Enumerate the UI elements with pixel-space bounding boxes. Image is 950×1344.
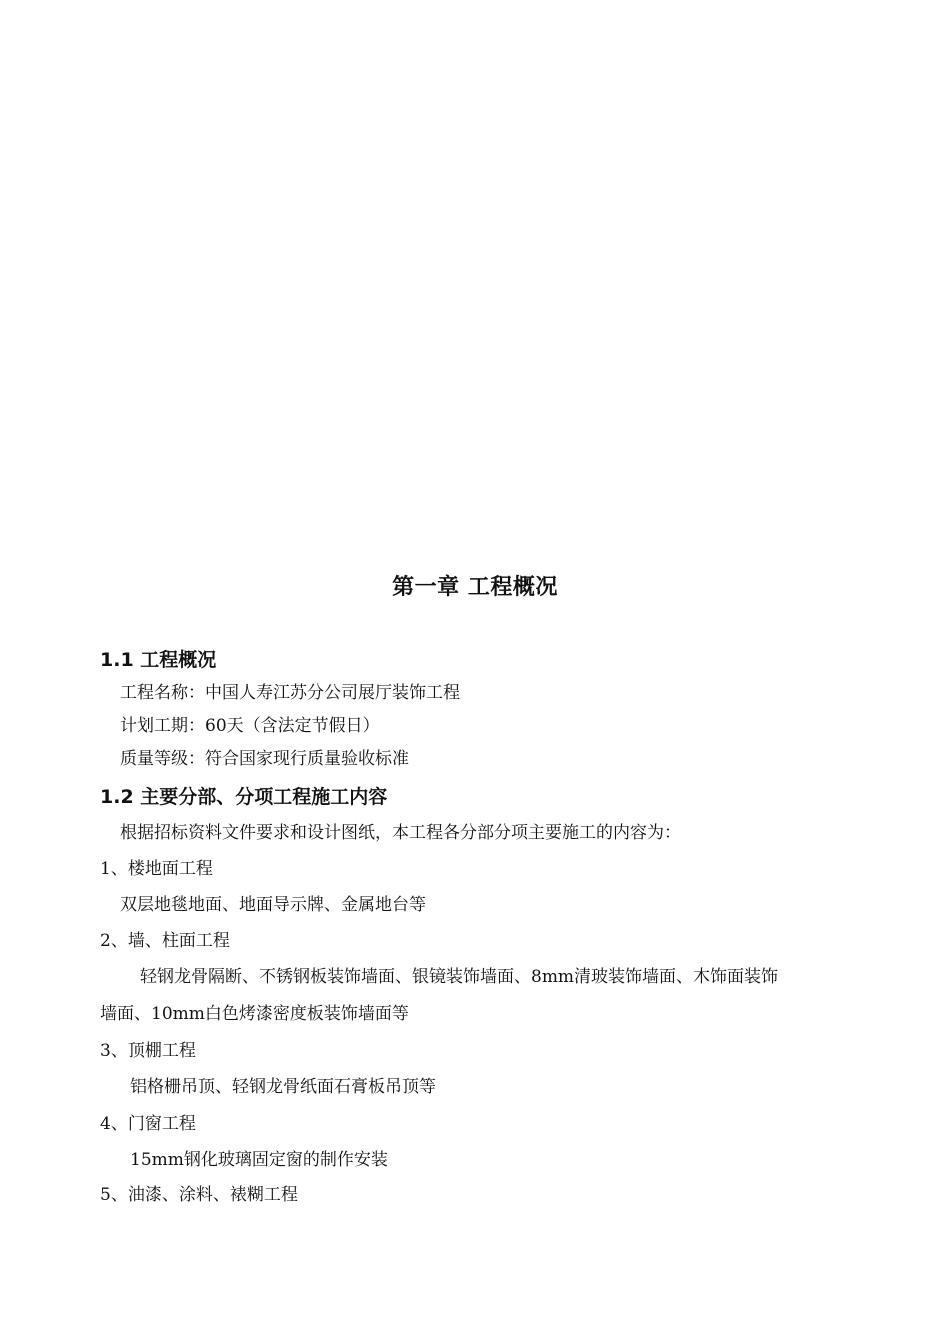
- schedule-line: 计划工期：60天（含法定节假日）: [120, 716, 380, 736]
- chapter-title: 第一章 工程概况: [392, 575, 558, 600]
- part-content-floor: 双层地毯地面、地面导示牌、金属地台等: [120, 895, 426, 915]
- part-content-wall-line2: 墙面、10mm白色烤漆密度板装饰墙面等: [100, 1004, 409, 1024]
- part-content-ceiling: 铝格栅吊顶、轻钢龙骨纸面石膏板吊顶等: [130, 1077, 436, 1097]
- part-title-paint: 5、油漆、涂料、裱糊工程: [100, 1185, 298, 1205]
- part-content-wall-line1: 轻钢龙骨隔断、不锈钢板装饰墙面、银镜装饰墙面、8mm清玻装饰墙面、木饰面装饰: [140, 967, 779, 987]
- project-name-line: 工程名称：中国人寿江苏分公司展厅装饰工程: [120, 683, 460, 703]
- quality-line: 质量等级：符合国家现行质量验收标准: [120, 749, 409, 769]
- section-heading-1-1: 1.1 工程概况: [100, 649, 217, 671]
- part-title-doors-windows: 4、门窗工程: [100, 1114, 196, 1134]
- part-content-doors-windows: 15mm钢化玻璃固定窗的制作安装: [130, 1150, 388, 1170]
- section-intro: 根据招标资料文件要求和设计图纸，本工程各分部分项主要施工的内容为：: [120, 823, 681, 843]
- part-title-wall: 2、墙、柱面工程: [100, 931, 230, 951]
- part-title-floor: 1、楼地面工程: [100, 859, 213, 879]
- section-heading-1-2: 1.2 主要分部、分项工程施工内容: [100, 786, 388, 808]
- part-title-ceiling: 3、顶棚工程: [100, 1041, 196, 1061]
